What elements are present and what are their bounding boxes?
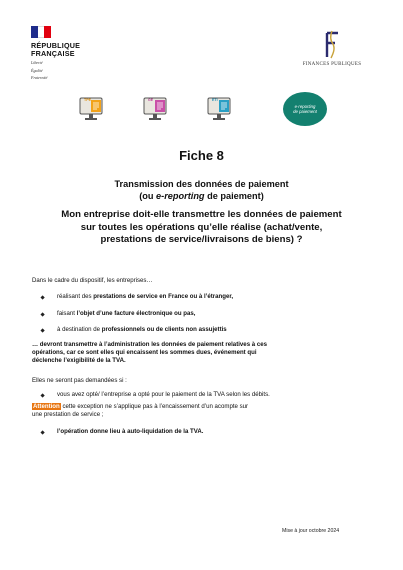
ereporting-badge-line2: de paiement [293,109,317,114]
finances-publiques-logo [292,30,372,67]
ge-label: GE [148,98,154,102]
attention-label: Attention [33,403,60,410]
update-date: Mise à jour octobre 2024 [282,528,340,534]
french-flag-icon [31,26,51,38]
computer-tpe-icon [78,95,108,125]
ereporting-badge [283,92,327,126]
republic-name-line1: RÉPUBLIQUE [31,41,81,50]
page-title: Fiche 8 [179,148,224,163]
list-item: à destination de professionnels ou de clients non assujettis [43,326,363,334]
subtitle [40,178,363,202]
list-item: vous avez opté/ l’entreprise a opté pour le paiement de la TVA selon les débits. [43,391,363,399]
list-item: l’opération donne lieu à auto-liquidation de la TVA. [43,428,363,436]
conclusion-paragraph: … devront transmettre à l’administration les données de paiement relatives à ces opérations, car ce sont elles qui encaissent les sommes dues, événement qui déclenche l’exigibilité de la TVA. [32,341,268,364]
intro-text: Dans le cadre du dispositif, les entreprises… [32,277,153,284]
republic-name-line2: FRANÇAISE [31,49,75,58]
eti-label: ETI [212,98,218,102]
list-item: faisant l’objet d’une facture électronique ou pas, [43,310,363,318]
ereporting-badge-line1: e-reporting [294,103,316,109]
motto-liberte: Liberté [31,60,43,65]
company-size-icons [78,95,318,125]
republique-francaise-logo [31,26,101,81]
list-item: réalisant des prestations de service en France ou à l’étranger, [43,293,363,301]
computer-eti-icon [206,95,236,125]
motto-egalite: Égalité [31,67,43,73]
question-line1: Mon entreprise doit-elle transmettre les données de paiement [61,209,342,220]
question-line3: prestations de service/livraisons de biens) ? [100,234,303,246]
subtitle-emphasis: e-reporting [156,191,205,201]
finances-publiques-text: FINANCES PUBLIQUES [302,62,362,67]
computer-ge-icon [142,95,172,125]
motto-fraternite: Fraternité [31,75,48,81]
subtitle-line2: (ou e-reporting de paiement) [139,191,264,201]
question-line2: sur toutes les opérations qu’elle réalise (achat/vente, [80,221,323,233]
subtitle-line1: Transmission des données de paiement [114,179,289,189]
finances-publiques-emblem-icon [321,30,343,60]
tpe-label: TPE [84,98,91,102]
main-question [36,209,367,247]
exceptions-intro: Elles ne seront pas demandées si : [32,377,127,384]
attention-note: Attention cette exception ne s’applique pas à l’encaissement d’un acompte sur une prestation de service ; [32,403,249,418]
